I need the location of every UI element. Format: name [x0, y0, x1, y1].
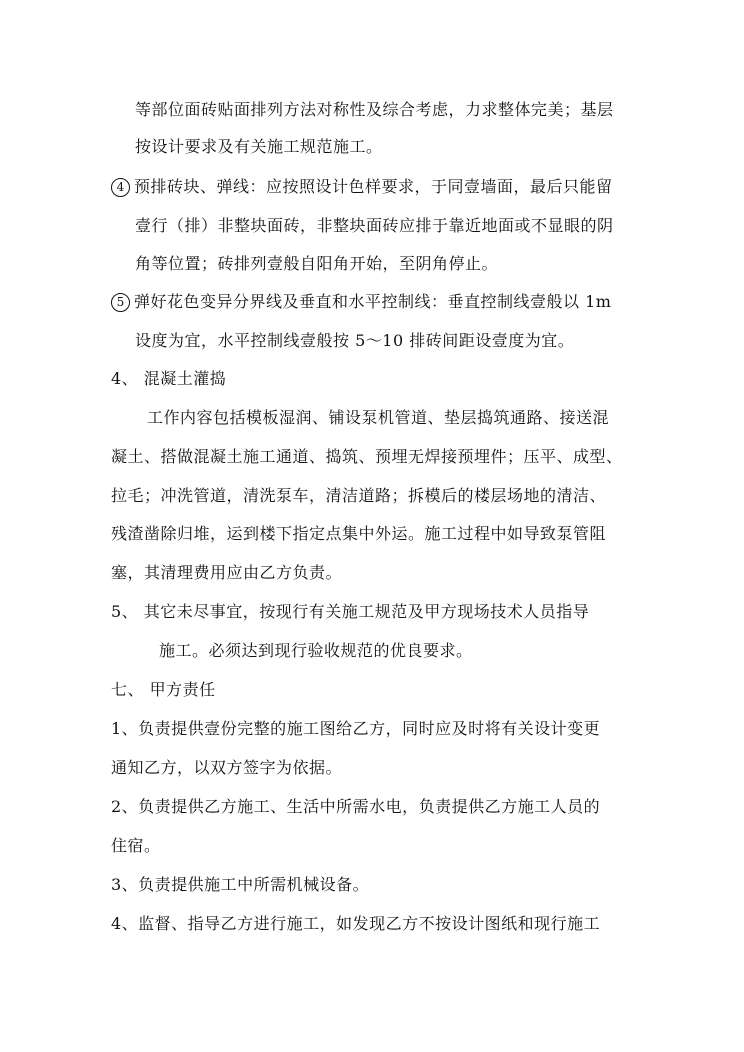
text-line-10: 凝土、搭做混凝土施工通道、捣筑、预埋无焊接预埋件；压平、成型、 [111, 447, 623, 466]
text-line-1: 等部位面砖贴面排列方法对称性及综合考虑，力求整体完美；基层 [135, 100, 614, 119]
text-line-7: 设度为宜，水平控制线壹般按 5～10 排砖间距设壹度为宜。 [135, 331, 575, 350]
list-item-text: 预排砖块、弹线：应按照设计色样要求，于同壹墙面，最后只能留 [134, 177, 613, 196]
text-line-5: 角等位置；砖排列壹般自阳角开始，至阴角停止。 [135, 254, 499, 273]
list-item-4 [111, 177, 613, 197]
circled-number-marker: 5 [111, 293, 130, 312]
text-line-15: 施工。必须达到现行验收规范的优良要求。 [159, 641, 473, 660]
text-line-11: 拉毛；冲洗管道，清洗泵车，清洁道路；拆模后的楼层场地的清洁、 [111, 486, 607, 505]
circled-number-marker: 4 [111, 178, 130, 197]
section-heading-5: 5、 其它未尽事宜，按现行有关施工规范及甲方现场技术人员指导 [111, 602, 590, 621]
text-line-19: 2、负责提供乙方施工、生活中所需水电，负责提供乙方施工人员的 [111, 797, 601, 816]
text-line-21: 3、负责提供施工中所需机械设备。 [111, 875, 370, 894]
list-item-text: 弹好花色变异分界线及垂直和水平控制线：垂直控制线壹般以 1m [134, 292, 612, 311]
text-line-9: 工作内容包括模板湿润、铺设泵机管道、垫层捣筑通路、接送混 [147, 408, 610, 427]
text-line-12: 残渣凿除归堆，运到楼下指定点集中外运。施工过程中如导致泵管阻 [111, 524, 607, 543]
text-line-2: 按设计要求及有关施工规范施工。 [135, 137, 383, 156]
text-line-18: 通知乙方，以双方签字为依据。 [111, 758, 343, 777]
list-item-5 [111, 292, 611, 312]
text-line-20: 住宿。 [111, 836, 161, 855]
text-line-17: 1、负责提供壹份完整的施工图给乙方，同时应及时将有关设计变更 [111, 719, 601, 738]
text-line-22: 4、监督、指导乙方进行施工，如发现乙方不按设计图纸和现行施工 [111, 914, 601, 933]
text-line-4: 壹行（排）非整块面砖，非整块面砖应排于靠近地面或不显眼的阴 [135, 216, 614, 235]
section-heading-4: 4、 混凝土灌捣 [111, 369, 227, 388]
section-heading-7: 七、 甲方责任 [111, 680, 216, 699]
text-line-13: 塞，其清理费用应由乙方负责。 [111, 563, 343, 582]
